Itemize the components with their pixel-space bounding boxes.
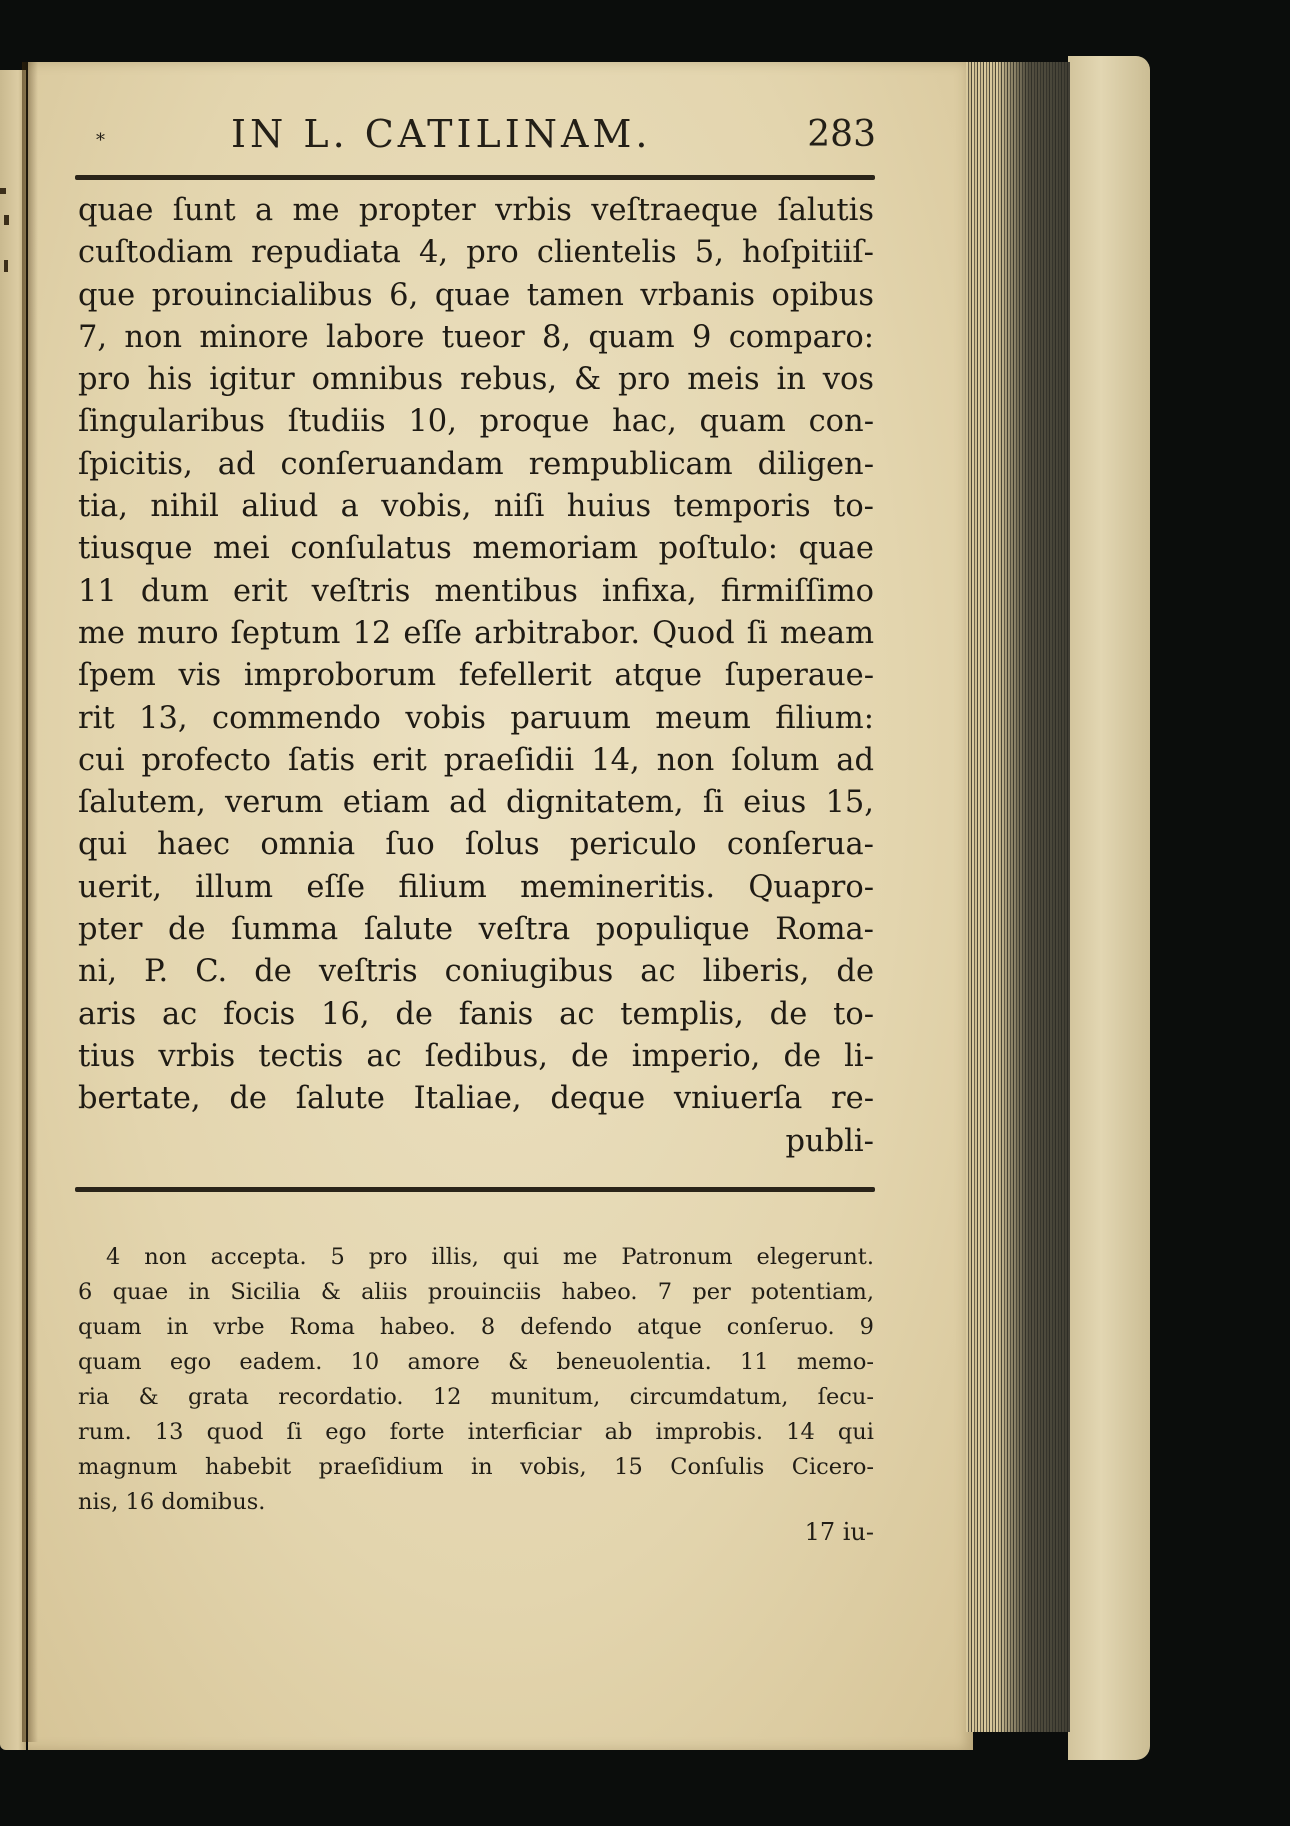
footnote-line: ria & grata recordatio. 12 munitum, circumdatum, ſecu- bbox=[78, 1384, 874, 1410]
body-line: cuſtodiam repudiata 4, pro clientelis 5, hoſpitiiſ- bbox=[78, 235, 874, 271]
catchword: 17 iu- bbox=[804, 1518, 874, 1546]
book-cover-edge bbox=[1068, 56, 1150, 1760]
footnote-line: magnum habebit praeſidium in vobis, 15 Conſulis Cicero- bbox=[78, 1454, 874, 1480]
body-line: bertate, de ſalute Italiae, deque vniuerſa re- bbox=[78, 1081, 874, 1117]
footnote-line: 6 quae in Sicilia & aliis prouinciis habeo. 7 per potentiam, bbox=[78, 1279, 874, 1305]
margin-mark bbox=[0, 188, 6, 194]
body-text bbox=[78, 190, 874, 1163]
footnote-line: 4 non accepta. 5 pro illis, qui me Patronum elegerunt. bbox=[106, 1244, 874, 1270]
body-line: pter de ſumma ſalute veſtra populique Roma- bbox=[78, 912, 874, 948]
body-line: quae ſunt a me propter vrbis veſtraeque ſalutis bbox=[78, 193, 874, 228]
body-line: 11 dum erit veſtris mentibus infixa, firmiſſimo bbox=[78, 573, 874, 609]
body-line: ſalutem, verum etiam ad dignitatem, ſi eius 15, bbox=[78, 785, 874, 821]
body-line: publi- bbox=[785, 1123, 874, 1159]
footnote-rule bbox=[75, 1187, 875, 1192]
margin-mark bbox=[4, 215, 9, 225]
running-head-mark: * bbox=[96, 130, 105, 151]
body-line: uerit, illum eſſe filium memineritis. Quapro- bbox=[78, 869, 874, 905]
body-line: rit 13, commendo vobis paruum meum filium: bbox=[78, 700, 874, 736]
header-rule bbox=[75, 175, 875, 180]
gutter-shadow bbox=[22, 62, 38, 1742]
running-head bbox=[76, 112, 876, 162]
body-line: cui profecto ſatis erit praeſidii 14, non ſolum ad bbox=[78, 742, 874, 778]
footnote-line: quam in vrbe Roma habeo. 8 defendo atque conſeruo. 9 bbox=[78, 1314, 874, 1340]
body-line: 7, non minore labore tueor 8, quam 9 comparo: bbox=[78, 319, 874, 355]
margin-mark bbox=[4, 260, 8, 272]
footnotes bbox=[78, 1240, 874, 1520]
fore-edge-shadow bbox=[1000, 62, 1070, 1732]
body-line: me muro ſeptum 12 eſſe arbitrabor. Quod ſi meam bbox=[78, 615, 874, 651]
body-line: qui haec omnia ſuo ſolus periculo conſerua- bbox=[78, 827, 874, 863]
body-line: tia, nihil aliud a vobis, niſi huius temporis to- bbox=[78, 489, 874, 525]
footnote-line: rum. 13 quod ſi ego forte interficiar ab improbis. 14 qui bbox=[78, 1419, 874, 1445]
body-line: que prouincialibus 6, quae tamen vrbanis opibus bbox=[78, 277, 874, 313]
running-head-title: IN L. CATILINAM. bbox=[231, 112, 652, 156]
body-line: tiusque mei conſulatus memoriam poſtulo: quae bbox=[78, 531, 874, 567]
body-line: ſpicitis, ad conſeruandam rempublicam diligen- bbox=[78, 446, 874, 482]
body-line: aris ac focis 16, de fanis ac templis, de to- bbox=[78, 996, 874, 1032]
body-line: ſpem vis improborum fefellerit atque ſuperaue- bbox=[78, 658, 874, 694]
body-line: ni, P. C. de veſtris coniugibus ac liberis, de bbox=[78, 954, 874, 990]
footnote-line: quam ego eadem. 10 amore & beneuolentia. 11 memo- bbox=[78, 1349, 874, 1375]
footnote-line: nis, 16 domibus. bbox=[78, 1489, 266, 1515]
body-line: tius vrbis tectis ac ſedibus, de imperio, de li- bbox=[78, 1038, 874, 1074]
body-line: pro his igitur omnibus rebus, & pro meis in vos bbox=[78, 362, 874, 398]
body-line: ſingularibus ſtudiis 10, proque hac, quam con- bbox=[78, 404, 874, 440]
page-number: 283 bbox=[807, 114, 876, 155]
